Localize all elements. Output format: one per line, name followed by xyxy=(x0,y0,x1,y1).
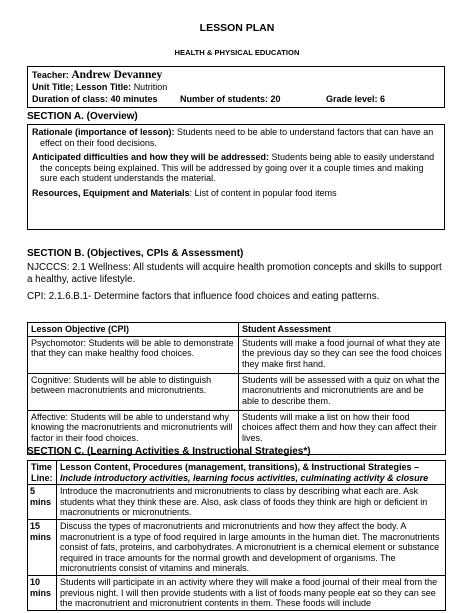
objective-cell: Psychomotor: Students will be able to demonstrate that they can make healthy food choices. xyxy=(28,336,239,373)
assessment-cell: Students will make a food journal of what they ate the previous day so they can see the food choices they make first hand. xyxy=(239,336,446,373)
teacher-row xyxy=(32,69,440,81)
activities-header-row xyxy=(28,461,446,485)
unit-value: Nutrition xyxy=(133,82,168,92)
objective-cell: Affective: Students will be able to understand why knowing the macronutrients and micronutrients will factor in their food choices. xyxy=(28,410,239,454)
table-row xyxy=(28,520,446,576)
unit-row xyxy=(32,81,440,93)
document-subtitle: HEALTH & PHYSICAL EDUCATION xyxy=(174,48,300,57)
timeline-column-header: Time Line: xyxy=(28,461,57,485)
overview-box xyxy=(27,124,445,230)
content-column-header xyxy=(57,461,446,485)
content-cell: Introduce the macronutrients and micronutrients to class by describing what each are. Ask students what they think these are. Also, ask class of foods they think are high or deficient in macronutrients or micronutrients. xyxy=(57,485,446,520)
number-of-students: Number of students: 20 xyxy=(180,94,281,104)
grade-level: Grade level: 6 xyxy=(326,94,386,104)
document-title: LESSON PLAN xyxy=(199,22,275,34)
assessment-column-header: Student Assessment xyxy=(239,323,446,337)
content-cell: Discuss the types of macronutrients and micronutrients and how they affect the body. A macronutrient is a type of food required in large amounts in the human diet. The macronutrients consist of fats, proteins, and carbohydrates. A micronutrient is a chemical element or substance required in trace amounts for the normal growth and development of organisms. The micronutrients consist of vitamins and minerals. xyxy=(57,520,446,576)
table-row xyxy=(28,485,446,520)
lesson-header-box xyxy=(27,66,445,108)
objectives-table xyxy=(27,322,446,455)
time-cell: 5 mins xyxy=(28,485,57,520)
assessment-cell: Students will be assessed with a quiz on what the macronutrients and micronutrients are and be able to describe them. xyxy=(239,373,446,410)
content-header-note: Include introductory activities, learning focus activities, culminating activity & closure xyxy=(60,472,429,483)
duration: Duration of class: 40 minutes xyxy=(32,94,158,104)
class-info-row xyxy=(32,93,440,105)
objectives-header-row xyxy=(28,323,446,337)
difficulties-label: Anticipated difficulties and how they will be addressed: xyxy=(32,152,272,163)
teacher-label: Teacher: xyxy=(32,70,72,80)
rationale xyxy=(32,127,440,148)
content-cell: Students will participate in an activity where they will make a food journal of their meal from the previous night. I will then provide students with a list of foods many people eat so they can see the macronutrient and micronutrient contents in them. These foods will include xyxy=(57,576,446,611)
teacher-name: Andrew Devanney xyxy=(71,69,163,81)
objective-cell: Cognitive: Students will be able to distinguish between macronutrients and micronutrients. xyxy=(28,373,239,410)
rationale-label: Rationale (importance of lesson): xyxy=(32,127,178,137)
table-row xyxy=(28,373,446,410)
objective-column-header: Lesson Objective (CPI) xyxy=(28,323,239,337)
difficulties xyxy=(32,152,440,184)
table-row xyxy=(28,576,446,611)
section-c-title: SECTION C. (Learning Activities & Instructional Strategies*) xyxy=(27,446,311,457)
cpi-statement: CPI: 2.1.6.B.1- Determine factors that influence food choices and eating patterns. xyxy=(27,291,380,302)
assessment-cell: Students will make a list on how their food choices affect them and how they can affect their lives. xyxy=(239,410,446,454)
njcccs-standard: NJCCCS: 2.1 Wellness: All students will acquire health promotion concepts and skills to support a healthy, active lifestyle. xyxy=(27,262,442,285)
time-cell: 10 mins xyxy=(28,576,57,611)
section-a-title: SECTION A. (Overview) xyxy=(27,111,138,122)
rationale-text: Students need to be able to understand factors that can have an effect on their food decisions. xyxy=(40,127,434,148)
unit-label: Unit Title; Lesson Title: xyxy=(32,82,134,92)
difficulties-text: Students being able to easily understand the concepts being explained. This will be addressed by going over it a couple times and making sure each student understands the material. xyxy=(40,152,435,184)
resources xyxy=(32,188,440,199)
resources-label: Resources, Equipment and Materials xyxy=(32,188,190,199)
activities-table xyxy=(27,460,446,611)
section-b-title: SECTION B. (Objectives, CPIs & Assessment) xyxy=(27,248,244,259)
time-cell: 15 mins xyxy=(28,520,57,576)
content-header-main: Lesson Content, Procedures (management, transitions), & Instructional Strategies – xyxy=(60,462,420,472)
resources-text: : List of content in popular food items xyxy=(189,188,337,199)
table-row xyxy=(28,336,446,373)
